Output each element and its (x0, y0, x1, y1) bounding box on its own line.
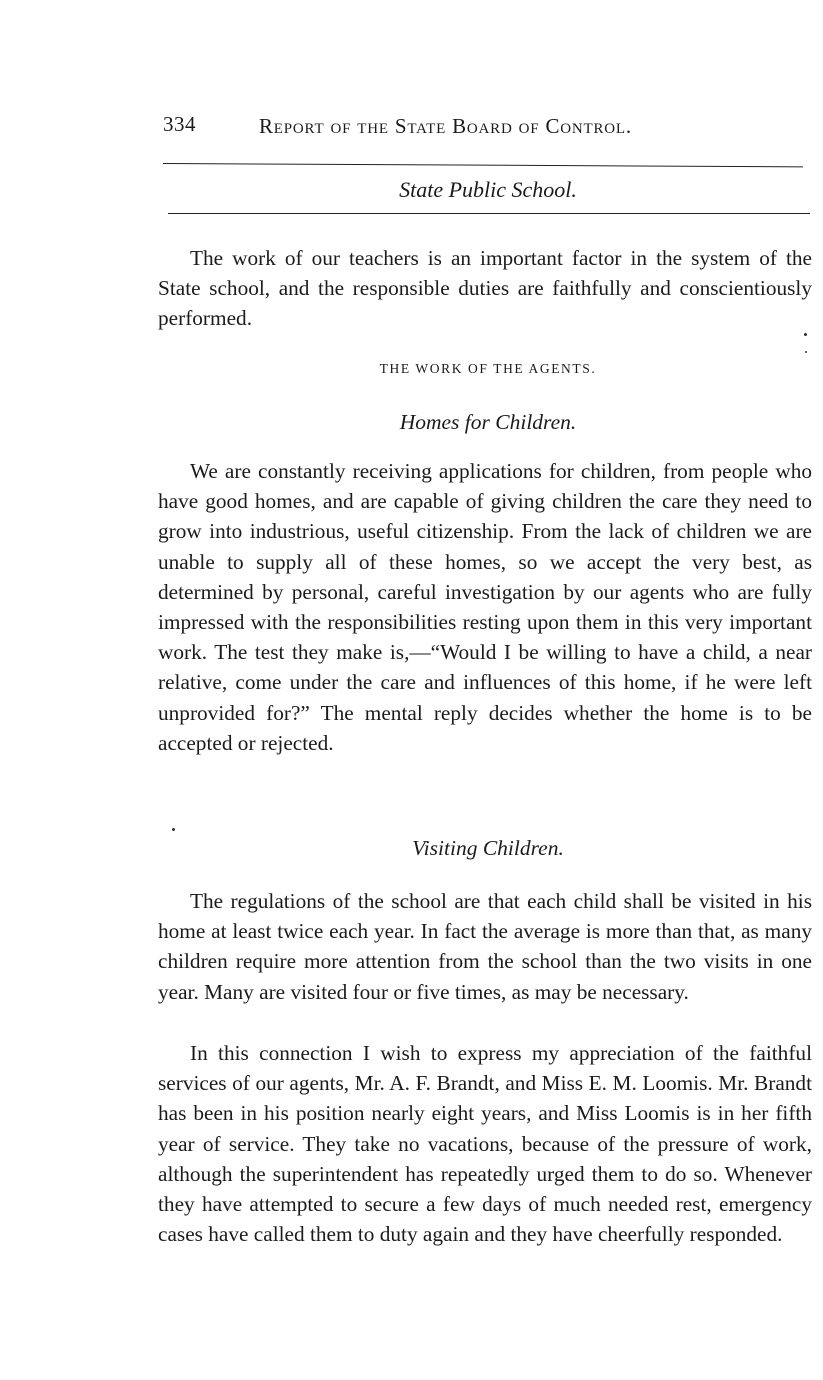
section-title: State Public School. (399, 177, 577, 202)
paragraph-homes: We are constantly receiving applications for children, from people who have good homes, and are capable of giving children the care they need to grow into industrious, useful citizenship. From the lack of children we are unable to supply all of these homes, so we accept the very best, as determined by personal, careful investigation by our agents who are fully impressed with the responsibilities resting upon them in this very important work. The test they make is,—“Would I be willing to have a child, a near relative, come under the care and influences of this home, if he were left unprovided for?” The mental reply decides whether the home is to be accepted or rejected. (158, 459, 812, 755)
paragraph-visiting: The regulations of the school are that each child shall be visited in his home at least twice each year. In fact the average is more than that, as many children require more attention from the school than the two visits in one year. Many are visited four or five times, as may be necessary. (158, 889, 812, 1004)
bottom-rule (168, 213, 810, 214)
scan-speck (804, 333, 807, 336)
report-title: Report of the State Board of Control. (259, 114, 632, 138)
scan-speck (805, 351, 807, 353)
paragraph-agents: In this connection I wish to express my appreciation of the faithful services of our agents, Mr. A. F. Brandt, and Miss E. M. Loomis. Mr. Brandt has been in his position nearly eight years, and Miss Loomis is in her fifth year of service. They take no vacations, because of the pressure of work, although the superintendent has repeatedly urged them to do so. Whenever they have attempted to secure a few days of much needed rest, emergency cases have called them to duty again and they have cheerfully responded. (158, 1041, 812, 1247)
paragraph-teachers: The work of our teachers is an important factor in the system of the State school, and the responsible duties are faithfully and conscientiously performed. (158, 246, 812, 331)
scan-speck (172, 828, 175, 831)
running-header (163, 112, 723, 142)
heading-work-of-agents: THE WORK OF THE AGENTS. (379, 361, 597, 376)
top-rule (163, 163, 803, 167)
heading-visiting-children: Visiting Children. (412, 836, 564, 860)
page-number: 334 (163, 112, 196, 136)
heading-homes-for-children: Homes for Children. (399, 410, 577, 434)
